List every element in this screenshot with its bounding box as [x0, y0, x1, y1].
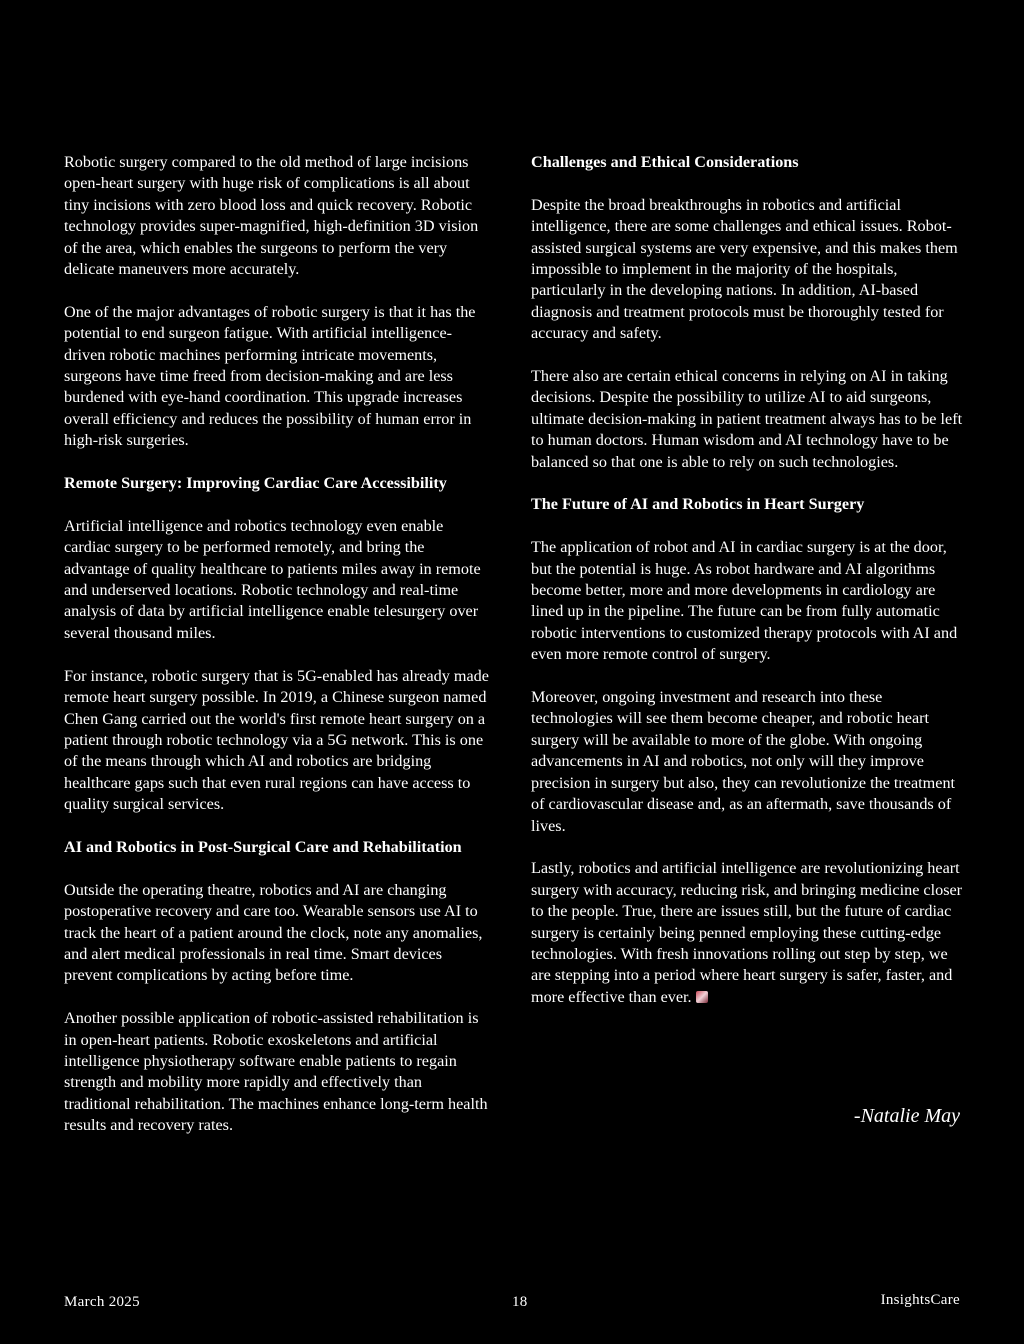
footer-brand: InsightsCare	[880, 1292, 960, 1308]
paragraph: The application of robot and AI in cardiac surgery is at the door, but the potential is huge. As robot hardware and AI algorithms become better, more and more developments in cardiology are lined up in the pipeline. The future can be from fully automatic robotic interventions to customized therapy protocols with AI and even more remote control of surgery.	[531, 538, 958, 664]
paragraph: Outside the operating theatre, robotics and AI are changing postoperative recovery and care too. Wearable sensors use AI to track the heart of a patient around the clock, note any anomalies, and alert medical professionals in real time. Smart devices prevent complications by acting before time.	[64, 880, 483, 985]
closing-paragraph-text: Lastly, robotics and artificial intelligence are revolutionizing heart surgery with accuracy, reducing risk, and bringing medicine closer to the people. True, there are issues still, but the future of cardiac surgery is certainly being penned employing these cutting-edge technologies. With fresh innovations rolling out step by step, we are stepping into a period where heart surgery is safer, faster, and more effective than ever.	[531, 859, 963, 1006]
page-number: 18	[512, 1294, 528, 1310]
section-heading-future: The Future of AI and Robotics in Heart Surgery	[531, 495, 865, 514]
closing-paragraph	[531, 858, 963, 1008]
author-signature: -Natalie May	[853, 1105, 960, 1127]
heart-emoji-icon	[696, 991, 708, 1003]
section-heading-remote-surgery: Remote Surgery: Improving Cardiac Care Accessibility	[64, 474, 447, 493]
paragraph: For instance, robotic surgery that is 5G-enabled has already made remote heart surgery possible. In 2019, a Chinese surgeon named Chen Gang carried out the world's first remote heart surgery on a patient through robotic technology via a 5G network. This is one of the means through which AI and robotics are bridging healthcare gaps such that even rural regions can have access to quality surgical services.	[64, 666, 489, 814]
paragraph: Another possible application of robotic-assisted rehabilitation is in open-heart patients. Robotic exoskeletons and artificial intelligence physiotherapy software enable patients to regain strength and mobility more rapidly and effectively than traditional rehabilitation. The machines enhance long-term health results and recovery rates.	[64, 1009, 488, 1135]
footer-date: March 2025	[64, 1294, 140, 1310]
paragraph: Artificial intelligence and robotics technology even enable cardiac surgery to be performed remotely, and bring the advantage of quality healthcare to patients miles away in remote and underserved locations. Robotic technology and real-time analysis of data by artificial intelligence enable telesurgery over several thousand miles.	[64, 516, 481, 642]
left-column	[64, 152, 492, 1158]
section-heading-challenges: Challenges and Ethical Considerations	[531, 153, 799, 171]
paragraph: Moreover, ongoing investment and research into these technologies will see them become cheaper, and robotic heart surgery will be available to more of the globe. With ongoing advancements in AI and robotics, not only will they improve precision in surgery but also, they can revolutionize the treatment of cardiovascular disease and, as an aftermath, save thousands of lives.	[531, 688, 956, 835]
paragraph: One of the major advantages of robotic surgery is that it has the potential to end surgeon fatigue. With artificial intelligence-driven robotic machines performing intricate movements, surgeons have time freed from decision-making and are less burdened with eye-hand coordination. This upgrade increases overall efficiency and reduces the possibility of human error in high-risk surgeries.	[64, 302, 476, 450]
paragraph: Despite the broad breakthroughs in robotics and artificial intelligence, there are some challenges and ethical issues. Robot-assisted surgical systems are very expensive, and this makes them impossible to implement in the majority of the hospitals, particularly in the developing nations. In addition, AI-based diagnosis and treatment protocols must be thoroughly tested for accuracy and safety.	[531, 195, 958, 343]
paragraph: Robotic surgery compared to the old method of large incisions open-heart surgery with huge risk of complications is all about tiny incisions with zero blood loss and quick recovery. Robotic technology provides super-magnified, high-definition 3D vision of the area, which enables the surgeons to perform the very delicate maneuvers more accurately.	[64, 153, 479, 279]
section-heading-post-surgical-care: AI and Robotics in Post-Surgical Care and Rehabilitation	[64, 837, 462, 856]
paragraph: There also are certain ethical concerns in relying on AI in taking decisions. Despite the possibility to utilize AI to aid surgeons, ultimate decision-making in patient treatment always has to be left to human doctors. Human wisdom and AI technology have to be balanced so that one is able to rely on such technologies.	[531, 367, 963, 471]
right-column	[531, 152, 963, 1030]
